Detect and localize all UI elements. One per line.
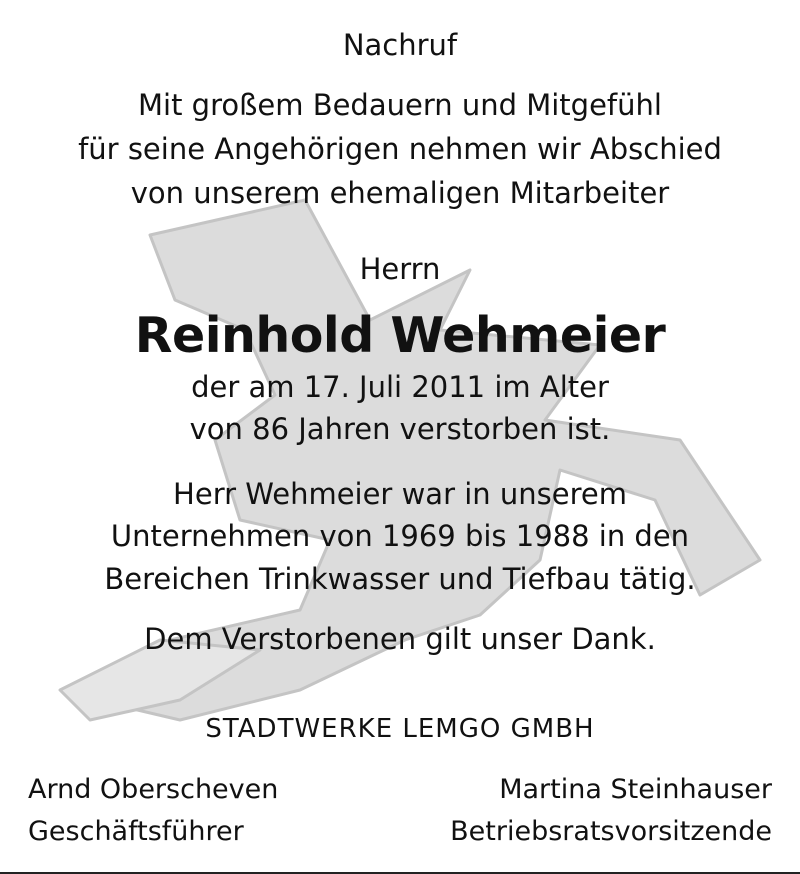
signatory-right-role: Betriebsratsvorsitzende [450, 816, 772, 847]
deceased-name: Reinhold Wehmeier [134, 307, 666, 364]
thanks-line: Dem Verstorbenen gilt unser Dank. [144, 622, 656, 656]
salutation: Herrn [359, 252, 441, 286]
career-line: Unternehmen von 1969 bis 1988 in den [110, 519, 690, 553]
heading: Nachruf [342, 28, 458, 62]
signatory-left-role: Geschäftsführer [28, 816, 244, 847]
death-info-line: von 86 Jahren verstorben ist. [189, 412, 611, 446]
intro-line: für seine Angehörigen nehmen wir Abschied [78, 132, 722, 166]
intro-line: Mit großem Bedauern und Mitgefühl [138, 88, 662, 122]
career-line: Bereichen Trinkwasser und Tiefbau tätig. [104, 562, 696, 596]
death-info-line: der am 17. Juli 2011 im Alter [191, 370, 609, 404]
signatory-right-name: Martina Steinhauser [499, 774, 772, 805]
career-line: Herr Wehmeier war in unserem [173, 477, 627, 511]
company-name: STADTWERKE LEMGO GMBH [205, 714, 595, 744]
signatory-left-name: Arnd Oberscheven [28, 774, 279, 805]
intro-line: von unserem ehemaligen Mitarbeiter [130, 176, 670, 210]
